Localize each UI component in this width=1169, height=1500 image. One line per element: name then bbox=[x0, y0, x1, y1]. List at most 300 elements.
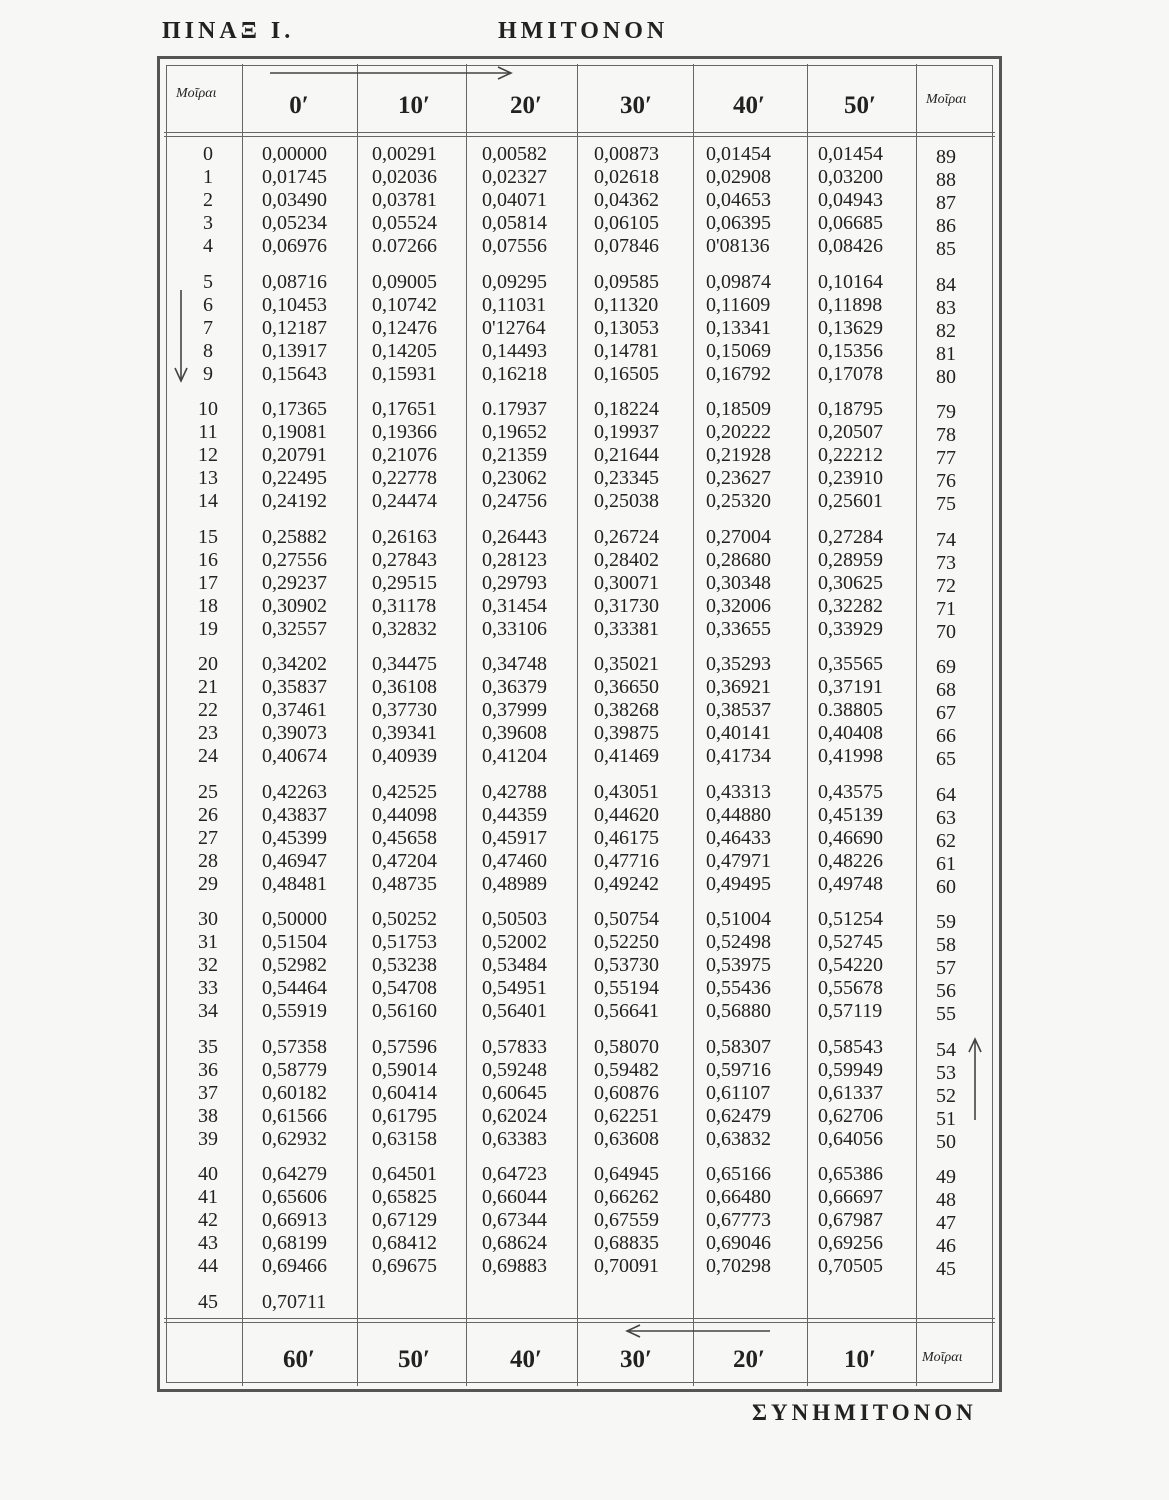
degree-value: 34 bbox=[198, 1000, 218, 1023]
sine-value: 0,55678 bbox=[818, 977, 883, 1000]
sine-value: 0,05814 bbox=[482, 212, 547, 235]
complement-degree-value: 50 bbox=[936, 1130, 956, 1153]
sine-value: 0,12187 bbox=[262, 316, 327, 339]
sine-value: 0,52498 bbox=[706, 931, 771, 954]
complement-degree-value: 52 bbox=[936, 1084, 956, 1107]
sine-value: 0,58307 bbox=[706, 1035, 771, 1058]
sine-value: 0,32282 bbox=[818, 594, 883, 617]
sine-value: 0,49748 bbox=[818, 872, 883, 895]
sine-value: 0,34475 bbox=[372, 653, 437, 675]
sine-value: 0,50754 bbox=[594, 908, 659, 930]
sine-value: 0,03781 bbox=[372, 189, 437, 212]
complement-degree-value: 85 bbox=[936, 238, 956, 261]
degree-value: 17 bbox=[198, 571, 218, 594]
sine-value: 0,63832 bbox=[706, 1127, 771, 1150]
sine-value: 0,03200 bbox=[818, 166, 883, 189]
sine-value: 0,31178 bbox=[372, 594, 437, 617]
sine-value: 0,63608 bbox=[594, 1127, 659, 1150]
degree-value: 44 bbox=[198, 1255, 218, 1278]
sine-value: 0,17651 bbox=[372, 398, 437, 420]
sine-value: 0,22212 bbox=[818, 444, 883, 467]
sine-value: 0,05234 bbox=[262, 212, 327, 235]
sine-value: 0,10453 bbox=[262, 293, 327, 316]
complement-degree-value: 72 bbox=[936, 574, 956, 597]
sine-value: 0.17937 bbox=[482, 398, 547, 420]
degree-value: 0 bbox=[203, 143, 213, 165]
sine-value: 0.38805 bbox=[818, 699, 883, 722]
sine-value: 0,42263 bbox=[262, 780, 327, 803]
sine-value: 0,62706 bbox=[818, 1104, 883, 1127]
degree-value: 2 bbox=[203, 189, 213, 212]
complement-degree-value: 82 bbox=[936, 319, 956, 342]
sine-value: 0,65166 bbox=[706, 1163, 771, 1185]
degree-value: 27 bbox=[198, 826, 218, 849]
sine-value: 0,57596 bbox=[372, 1035, 437, 1058]
sine-value: 0,69883 bbox=[482, 1255, 547, 1278]
column-footer-minutes: 60′ bbox=[282, 1346, 316, 1373]
degrees-label-bottom: Μοῖραι bbox=[922, 1350, 963, 1365]
degree-value: 39 bbox=[198, 1127, 218, 1150]
sine-value: 0,68624 bbox=[482, 1232, 547, 1255]
sine-value: 0,15643 bbox=[262, 362, 327, 385]
sine-value: 0,09295 bbox=[482, 270, 547, 293]
degree-value: 6 bbox=[203, 293, 213, 316]
sine-value: 0,69046 bbox=[706, 1232, 771, 1255]
sine-value: 0,38268 bbox=[594, 699, 659, 722]
sine-value: 0,15069 bbox=[706, 339, 771, 362]
column-header-minutes: 40′ bbox=[732, 92, 766, 119]
table-label: ΠΙΝΑΞ Ι. bbox=[162, 18, 295, 44]
sine-value: 0,62932 bbox=[262, 1127, 327, 1150]
sine-value: 0,58543 bbox=[818, 1035, 883, 1058]
sine-value: 0,66480 bbox=[706, 1186, 771, 1209]
sine-value: 0,54464 bbox=[262, 977, 327, 1000]
sine-value: 0,14205 bbox=[372, 339, 437, 362]
sine-value: 0,31730 bbox=[594, 594, 659, 617]
sine-value: 0,69675 bbox=[372, 1255, 437, 1278]
sine-value: 0,61795 bbox=[372, 1104, 437, 1127]
sine-value: 0,25320 bbox=[706, 490, 771, 513]
sine-value: 0,52745 bbox=[818, 931, 883, 954]
sine-value: 0,64056 bbox=[818, 1127, 883, 1150]
sine-value: 0,00291 bbox=[372, 143, 437, 165]
sine-value: 0,58070 bbox=[594, 1035, 659, 1058]
sine-value: 0,56880 bbox=[706, 1000, 771, 1023]
degree-value: 15 bbox=[198, 525, 218, 548]
sine-value: 0,64501 bbox=[372, 1163, 437, 1185]
sine-value: 0,68199 bbox=[262, 1232, 327, 1255]
column-header-minutes: 20′ bbox=[509, 92, 543, 119]
sine-value: 0,59248 bbox=[482, 1058, 547, 1081]
sine-value: 0,67987 bbox=[818, 1209, 883, 1232]
complement-degree-value: 53 bbox=[936, 1061, 956, 1084]
sine-value: 0,58779 bbox=[262, 1058, 327, 1081]
sine-value: 0,26443 bbox=[482, 525, 547, 548]
degree-value: 5 bbox=[203, 270, 213, 293]
complement-degree-value: 83 bbox=[936, 296, 956, 319]
sine-value: 0,35565 bbox=[818, 653, 883, 675]
sine-value: 0,00873 bbox=[594, 143, 659, 165]
sine-value: 0,33655 bbox=[706, 617, 771, 640]
sine-value: 0,54708 bbox=[372, 977, 437, 1000]
sine-value: 0,27004 bbox=[706, 525, 771, 548]
sine-value: 0,43575 bbox=[818, 780, 883, 803]
complement-degree-value: 75 bbox=[936, 493, 956, 516]
sine-value: 0,43313 bbox=[706, 780, 771, 803]
sine-value: 0,15356 bbox=[818, 339, 883, 362]
sine-value: 0,13053 bbox=[594, 316, 659, 339]
sine-value: 0,01745 bbox=[262, 166, 327, 189]
complement-degree-value: 84 bbox=[936, 273, 956, 296]
sine-value: 0,66697 bbox=[818, 1186, 883, 1209]
sine-value: 0,52982 bbox=[262, 954, 327, 977]
sine-value: 0,17078 bbox=[818, 362, 883, 385]
sine-value: 0,46690 bbox=[818, 826, 883, 849]
sine-value: 0,29515 bbox=[372, 571, 437, 594]
column-divider bbox=[693, 64, 694, 1386]
sine-value: 0,46175 bbox=[594, 826, 659, 849]
sine-value: 0,60414 bbox=[372, 1081, 437, 1104]
sine-value: 0,16792 bbox=[706, 362, 771, 385]
column-divider bbox=[577, 64, 578, 1386]
degree-value: 25 bbox=[198, 780, 218, 803]
sine-value: 0,45658 bbox=[372, 826, 437, 849]
sine-value: 0,29793 bbox=[482, 571, 547, 594]
complement-degree-value: 86 bbox=[936, 215, 956, 238]
degree-value: 12 bbox=[198, 444, 218, 467]
sine-value: 0,56641 bbox=[594, 1000, 659, 1023]
degree-value: 33 bbox=[198, 977, 218, 1000]
sine-value: 0,09585 bbox=[594, 270, 659, 293]
complement-degree-value: 69 bbox=[936, 656, 956, 678]
sine-value: 0,11320 bbox=[594, 293, 659, 316]
complement-degree-value: 68 bbox=[936, 679, 956, 702]
sine-value: 0,28402 bbox=[594, 548, 659, 571]
complement-degree-value: 61 bbox=[936, 852, 956, 875]
sine-value: 0,66913 bbox=[262, 1209, 327, 1232]
sine-value: 0,08426 bbox=[818, 235, 883, 258]
page-title: ΗΜΙΤΟΝΟΝ bbox=[498, 18, 669, 44]
complement-degree-value: 58 bbox=[936, 934, 956, 957]
degree-value: 43 bbox=[198, 1232, 218, 1255]
complement-degree-value: 73 bbox=[936, 551, 956, 574]
sine-value: 0,70711 bbox=[262, 1290, 327, 1313]
sine-value: 0,23062 bbox=[482, 467, 547, 490]
sine-value: 0,11609 bbox=[706, 293, 771, 316]
header-divider bbox=[164, 136, 995, 137]
sine-value: 0,28680 bbox=[706, 548, 771, 571]
sine-value: 0,44620 bbox=[594, 803, 659, 826]
sine-value: 0,00000 bbox=[262, 143, 327, 165]
complement-degree-value: 57 bbox=[936, 957, 956, 980]
degree-value: 40 bbox=[198, 1163, 218, 1185]
sine-value: 0,45917 bbox=[482, 826, 547, 849]
sine-value: 0,10164 bbox=[818, 270, 883, 293]
sine-value: 0,40141 bbox=[706, 722, 771, 745]
sine-value: 0,36650 bbox=[594, 676, 659, 699]
sine-value: 0,49495 bbox=[706, 872, 771, 895]
sine-value: 0,39608 bbox=[482, 722, 547, 745]
sine-value: 0,07846 bbox=[594, 235, 659, 258]
complement-degree-value: 48 bbox=[936, 1189, 956, 1212]
sine-value: 0,52250 bbox=[594, 931, 659, 954]
sine-value: 0,60876 bbox=[594, 1081, 659, 1104]
sine-value: 0,25601 bbox=[818, 490, 883, 513]
sine-value: 0,06395 bbox=[706, 212, 771, 235]
sine-value: 0,53484 bbox=[482, 954, 547, 977]
complement-degree-value: 59 bbox=[936, 911, 956, 933]
degree-value: 16 bbox=[198, 548, 218, 571]
sine-value: 0,13917 bbox=[262, 339, 327, 362]
sine-value: 0,46947 bbox=[262, 849, 327, 872]
sine-value: 0,50503 bbox=[482, 908, 547, 930]
degree-value: 31 bbox=[198, 931, 218, 954]
sine-value: 0,16505 bbox=[594, 362, 659, 385]
degree-value: 11 bbox=[198, 421, 218, 444]
sine-value: 0,44098 bbox=[372, 803, 437, 826]
footer-title: ΣΥΝΗΜΙΤΟΝΟΝ bbox=[752, 1400, 977, 1425]
sine-value: 0,07556 bbox=[482, 235, 547, 258]
complement-degree-value: 45 bbox=[936, 1258, 956, 1281]
sine-value: 0,68412 bbox=[372, 1232, 437, 1255]
sine-value: 0,67559 bbox=[594, 1209, 659, 1232]
degree-value: 26 bbox=[198, 803, 218, 826]
column-divider bbox=[807, 64, 808, 1386]
sine-value: 0,48226 bbox=[818, 849, 883, 872]
sine-value: 0,48481 bbox=[262, 872, 327, 895]
sine-value: 0,57833 bbox=[482, 1035, 547, 1058]
sine-value: 0,02327 bbox=[482, 166, 547, 189]
column-divider bbox=[916, 64, 917, 1386]
sine-value: 0,24756 bbox=[482, 490, 547, 513]
column-header-minutes: 30′ bbox=[619, 92, 653, 119]
complement-degree-value: 46 bbox=[936, 1235, 956, 1258]
column-header-minutes: 50′ bbox=[843, 92, 877, 119]
sine-value: 0,26724 bbox=[594, 525, 659, 548]
complement-degree-value: 56 bbox=[936, 980, 956, 1003]
sine-value: 0,46433 bbox=[706, 826, 771, 849]
sine-value: 0,09874 bbox=[706, 270, 771, 293]
sine-value: 0,51753 bbox=[372, 931, 437, 954]
sine-value: 0,23627 bbox=[706, 467, 771, 490]
sine-value: 0,26163 bbox=[372, 525, 437, 548]
sine-value: 0,65825 bbox=[372, 1186, 437, 1209]
sine-value: 0,04943 bbox=[818, 189, 883, 212]
degree-value: 7 bbox=[203, 316, 213, 339]
sine-value: 0,11898 bbox=[818, 293, 883, 316]
sine-value: 0,70298 bbox=[706, 1255, 771, 1278]
complement-degree-value: 49 bbox=[936, 1166, 956, 1188]
sine-value: 0,35021 bbox=[594, 653, 659, 675]
degree-value: 14 bbox=[198, 490, 218, 513]
sine-value: 0,21359 bbox=[482, 444, 547, 467]
sine-value: 0,47460 bbox=[482, 849, 547, 872]
sine-value: 0,30625 bbox=[818, 571, 883, 594]
sine-value: 0,21928 bbox=[706, 444, 771, 467]
sine-value: 0,67344 bbox=[482, 1209, 547, 1232]
sine-value: 0,56160 bbox=[372, 1000, 437, 1023]
sine-value: 0,59482 bbox=[594, 1058, 659, 1081]
sine-value: 0,36379 bbox=[482, 676, 547, 699]
complement-degree-value: 67 bbox=[936, 702, 956, 725]
degree-value: 19 bbox=[198, 617, 218, 640]
degree-value: 38 bbox=[198, 1104, 218, 1127]
sine-value: 0,24474 bbox=[372, 490, 437, 513]
sine-value: 0,50252 bbox=[372, 908, 437, 930]
sine-value: 0.07266 bbox=[372, 235, 437, 258]
sine-value: 0,13629 bbox=[818, 316, 883, 339]
sine-value: 0,69466 bbox=[262, 1255, 327, 1278]
sine-value: 0,27556 bbox=[262, 548, 327, 571]
sine-value: 0,62479 bbox=[706, 1104, 771, 1127]
column-header-minutes: 0′ bbox=[289, 92, 309, 119]
degree-value: 28 bbox=[198, 849, 218, 872]
column-footer-minutes: 30′ bbox=[619, 1346, 653, 1373]
sine-value: 0,18224 bbox=[594, 398, 659, 420]
sine-value: 0,02908 bbox=[706, 166, 771, 189]
column-footer-minutes: 10′ bbox=[843, 1346, 877, 1373]
sine-value: 0,02618 bbox=[594, 166, 659, 189]
sine-value: 0,25038 bbox=[594, 490, 659, 513]
complement-degree-value: 66 bbox=[936, 725, 956, 748]
sine-value: 0,06105 bbox=[594, 212, 659, 235]
sine-value: 0,64279 bbox=[262, 1163, 327, 1185]
sine-value: 0,23910 bbox=[818, 467, 883, 490]
sine-value: 0,69256 bbox=[818, 1232, 883, 1255]
sine-value: 0,57358 bbox=[262, 1035, 327, 1058]
degree-value: 21 bbox=[198, 676, 218, 699]
sine-value: 0,55436 bbox=[706, 977, 771, 1000]
complement-degree-value: 76 bbox=[936, 470, 956, 493]
complement-degree-value: 51 bbox=[936, 1107, 956, 1130]
sine-value: 0,53975 bbox=[706, 954, 771, 977]
sine-value: 0,01454 bbox=[706, 143, 771, 165]
sine-value: 0,64945 bbox=[594, 1163, 659, 1185]
sine-value: 0,34748 bbox=[482, 653, 547, 675]
sine-value: 0,61107 bbox=[706, 1081, 771, 1104]
sine-value: 0,32006 bbox=[706, 594, 771, 617]
sine-value: 0,01454 bbox=[818, 143, 883, 165]
sine-value: 0,39341 bbox=[372, 722, 437, 745]
sine-value: 0,43837 bbox=[262, 803, 327, 826]
sine-value: 0,57119 bbox=[818, 1000, 883, 1023]
sine-value: 0,40939 bbox=[372, 745, 437, 768]
column-divider bbox=[242, 64, 243, 1386]
footer-divider bbox=[164, 1322, 995, 1323]
sine-value: 0,27284 bbox=[818, 525, 883, 548]
sine-value: 0,41469 bbox=[594, 745, 659, 768]
complement-degree-value: 65 bbox=[936, 748, 956, 771]
sine-value: 0,51004 bbox=[706, 908, 771, 930]
sine-value: 0,21076 bbox=[372, 444, 437, 467]
sine-value: 0,15931 bbox=[372, 362, 437, 385]
complement-degree-value: 89 bbox=[936, 146, 956, 168]
sine-value: 0,49242 bbox=[594, 872, 659, 895]
sine-value: 0,67129 bbox=[372, 1209, 437, 1232]
complement-degree-value: 79 bbox=[936, 401, 956, 423]
sine-value: 0,59949 bbox=[818, 1058, 883, 1081]
sine-value: 0,47971 bbox=[706, 849, 771, 872]
sine-value: 0,47716 bbox=[594, 849, 659, 872]
sine-value: 0,70505 bbox=[818, 1255, 883, 1278]
sine-value: 0,36921 bbox=[706, 676, 771, 699]
sine-value: 0,11031 bbox=[482, 293, 547, 316]
footer-divider bbox=[164, 1318, 995, 1319]
degree-value: 3 bbox=[203, 212, 213, 235]
degree-value: 42 bbox=[198, 1209, 218, 1232]
degree-value: 9 bbox=[203, 362, 213, 385]
degrees-label-right: Μοῖραι bbox=[926, 92, 967, 107]
sine-value: 0,39875 bbox=[594, 722, 659, 745]
sine-value: 0,42525 bbox=[372, 780, 437, 803]
sine-value: 0,36108 bbox=[372, 676, 437, 699]
sine-value: 0,30071 bbox=[594, 571, 659, 594]
complement-degree-value: 70 bbox=[936, 620, 956, 643]
sine-value: 0,28959 bbox=[818, 548, 883, 571]
degree-value: 45 bbox=[198, 1290, 218, 1313]
complement-degree-value: 80 bbox=[936, 365, 956, 388]
sine-value: 0,63158 bbox=[372, 1127, 437, 1150]
sine-value: 0,22495 bbox=[262, 467, 327, 490]
complement-degree-value: 77 bbox=[936, 447, 956, 470]
complement-degree-value: 62 bbox=[936, 829, 956, 852]
sine-value: 0,54951 bbox=[482, 977, 547, 1000]
sine-value: 0,66044 bbox=[482, 1186, 547, 1209]
degree-value: 35 bbox=[198, 1035, 218, 1058]
complement-degree-value: 63 bbox=[936, 806, 956, 829]
degree-value: 24 bbox=[198, 745, 218, 768]
sine-value: 0,06685 bbox=[818, 212, 883, 235]
sine-value: 0,19652 bbox=[482, 421, 547, 444]
sine-value: 0,39073 bbox=[262, 722, 327, 745]
degree-value: 1 bbox=[203, 166, 213, 189]
sine-value: 0,03490 bbox=[262, 189, 327, 212]
degree-value: 37 bbox=[198, 1081, 218, 1104]
complement-degree-value: 60 bbox=[936, 875, 956, 898]
sine-value: 0,06976 bbox=[262, 235, 327, 258]
sine-value: 0,37191 bbox=[818, 676, 883, 699]
degree-value: 23 bbox=[198, 722, 218, 745]
sine-value: 0,61566 bbox=[262, 1104, 327, 1127]
column-divider bbox=[466, 64, 467, 1386]
degree-value: 22 bbox=[198, 699, 218, 722]
sine-value: 0,33381 bbox=[594, 617, 659, 640]
sine-value: 0,41998 bbox=[818, 745, 883, 768]
column-footer-minutes: 40′ bbox=[509, 1346, 543, 1373]
sine-value: 0,17365 bbox=[262, 398, 327, 420]
sine-value: 0,40674 bbox=[262, 745, 327, 768]
sine-value: 0,18509 bbox=[706, 398, 771, 420]
sine-value: 0,04071 bbox=[482, 189, 547, 212]
sine-value: 0,22778 bbox=[372, 467, 437, 490]
degree-value: 4 bbox=[203, 235, 213, 258]
sine-value: 0,54220 bbox=[818, 954, 883, 977]
sine-value: 0,33106 bbox=[482, 617, 547, 640]
header-divider bbox=[164, 132, 995, 133]
sine-value: 0,00582 bbox=[482, 143, 547, 165]
sine-value: 0,56401 bbox=[482, 1000, 547, 1023]
sine-value: 0,09005 bbox=[372, 270, 437, 293]
sine-value: 0,45139 bbox=[818, 803, 883, 826]
sine-value: 0,41204 bbox=[482, 745, 547, 768]
sine-value: 0,08716 bbox=[262, 270, 327, 293]
degree-value: 8 bbox=[203, 339, 213, 362]
sine-value: 0,64723 bbox=[482, 1163, 547, 1185]
sine-value: 0,38537 bbox=[706, 699, 771, 722]
degree-value: 29 bbox=[198, 872, 218, 895]
degree-value: 20 bbox=[198, 653, 218, 675]
sine-value: 0,14493 bbox=[482, 339, 547, 362]
